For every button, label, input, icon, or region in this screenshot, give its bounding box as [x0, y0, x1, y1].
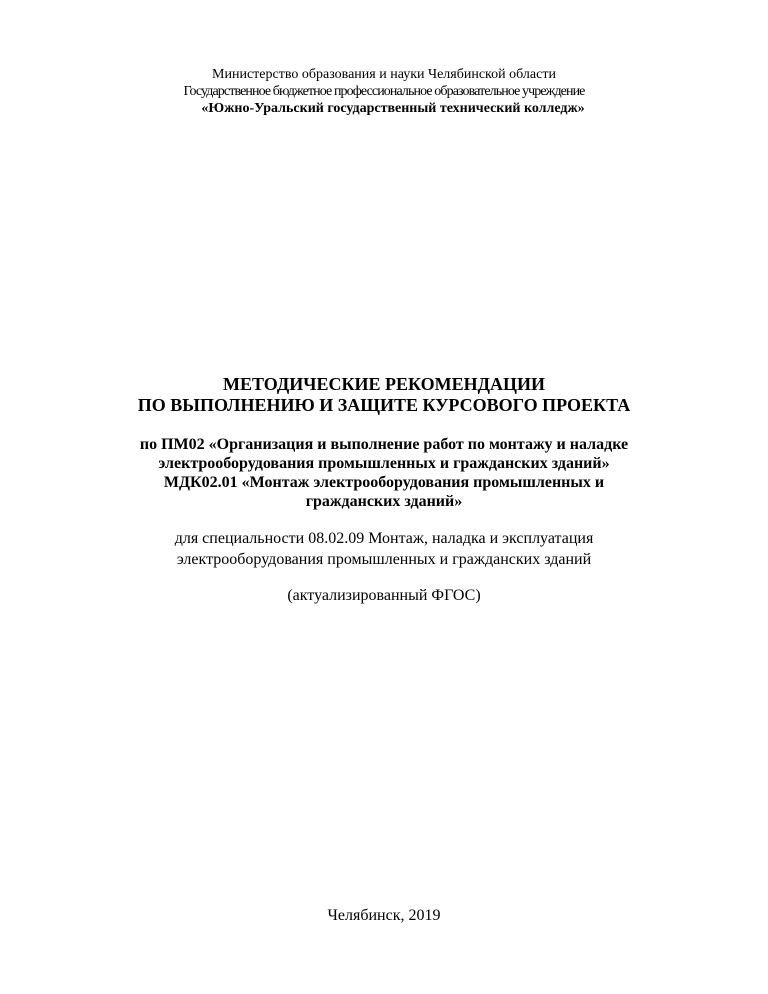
module-line-4: гражданских зданий» — [305, 493, 463, 510]
fgos-note — [0, 586, 768, 606]
institution-name: «Южно-Уральский государственный технический колледж» — [201, 101, 585, 116]
fgos-text: (актуализированный ФГОС) — [287, 587, 481, 604]
institution-type: Государственное бюджетное профессиональное образовательное учреждение — [183, 84, 585, 99]
header — [0, 66, 768, 118]
module-description — [0, 435, 768, 511]
footer — [0, 906, 768, 926]
specialty-line-1: для специальности 08.02.09 Монтаж, наладка и эксплуатация — [174, 530, 594, 547]
ministry-name: Министерство образования и науки Челябинской области — [212, 67, 556, 82]
module-line-1: по ПМ02 «Организация и выполнение работ по монтажу и наладке — [139, 436, 629, 453]
module-line-3: МДК02.01 «Монтаж электрооборудования промышленных и — [163, 474, 605, 491]
city-year: Челябинск, 2019 — [327, 907, 441, 924]
title-line-1: МЕТОДИЧЕСКИЕ РЕКОМЕНДАЦИИ — [222, 374, 545, 394]
document-title — [0, 374, 768, 416]
title-line-2: ПО ВЫПОЛНЕНИЮ И ЗАЩИТЕ КУРСОВОГО ПРОЕКТА — [137, 395, 631, 415]
specialty-line-2: электрооборудования промышленных и гражданских зданий — [176, 551, 592, 568]
specialty-description — [0, 528, 768, 570]
module-line-2: электрооборудования промышленных и гражданских зданий» — [158, 455, 610, 472]
